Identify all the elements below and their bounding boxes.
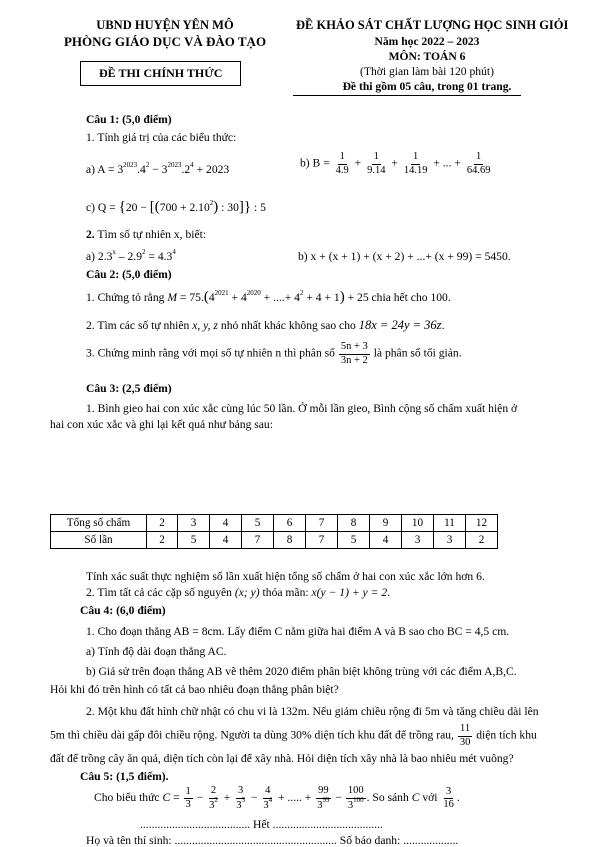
subject: MÔN: TOÁN 6 xyxy=(388,50,466,63)
q2-heading: Câu 2: (5,0 điểm) xyxy=(86,268,172,281)
table-cell: 3 xyxy=(402,532,434,549)
q1-expr-a: a) $A = 3^{2023}.4^2 - 3^{2023}.2^4 + 2023$ xyxy=(86,161,230,176)
q5-with: với xyxy=(422,791,438,805)
table-row xyxy=(51,532,498,549)
q2-p2-pre: 2. Tìm các số tự nhiên xyxy=(86,319,190,332)
q3-p2-mid: thỏa mãn: xyxy=(262,586,309,599)
q4-frac-num: 11 xyxy=(458,724,472,737)
q1-part1: 1. Tính giá trị của các biểu thức: xyxy=(86,131,237,144)
table-cell: 4 xyxy=(370,532,402,549)
time-limit: (Thời gian làm bài 120 phút) xyxy=(360,65,494,78)
q2-part1: 1. Chứng tỏ rằng $M = 75.(4^{2021} + 4^{2020}$ + ....+ $4^2 + 4 + 1) + 25$ chia hết cho 100. xyxy=(86,289,451,305)
title-underline xyxy=(293,95,521,96)
table-cell: Tổng số chấm xyxy=(51,515,147,532)
q2-p3-post: là phân số tối giản. xyxy=(373,346,462,360)
q4-frac-den: 30 xyxy=(459,736,471,748)
q1-eq-a: a) $2.3^x - 2.9^2 = 4.3^4$ xyxy=(86,248,176,263)
q1-c-label: c) Q = xyxy=(86,201,116,214)
q1-expr-c: c) $Q = \{20 - [(700 + 2.10^2)$ : 30]} : 5 xyxy=(86,199,266,215)
q3-p1-task: Tính xác suất thực nghiệm số lần xuất hiện tổng số chấm ở hai con xúc xắc lớn hơn 6. xyxy=(86,570,485,583)
department-name: UBND HUYỆN YÊN MÔ xyxy=(96,18,234,32)
table-cell: 7 xyxy=(306,532,338,549)
q4-part1a: a) Tính độ dài đoạn thẳng AC. xyxy=(86,645,227,658)
table-cell: 8 xyxy=(338,515,370,532)
table-cell: 4 xyxy=(210,532,242,549)
table-cell: 3 xyxy=(434,532,466,549)
q4-heading: Câu 4: (6,0 điểm) xyxy=(80,604,166,617)
q3-p2-eq: x(y − 1) + y = 2 xyxy=(311,586,388,599)
q1-a-label: a) A = xyxy=(86,163,115,176)
q5-pre: Cho biểu thức xyxy=(94,791,160,805)
q2-p2-eq: 18x = 24y = 36z xyxy=(358,318,442,332)
q1-expr-b: b) B = $\frac{1}{4.9}$ + $\frac{1}{9.14}$ + $\frac{1}{14.19}$ + ... + $\frac{1}{64.69}$ xyxy=(300,151,491,176)
end-marker: ...................................... Hết ...................................... xyxy=(140,818,383,831)
table-cell: 5 xyxy=(242,515,274,532)
q3-heading: Câu 3: (2,5 điểm) xyxy=(86,382,172,395)
q2-p2-vars: x, y, z xyxy=(192,319,218,332)
table-cell: 9 xyxy=(370,515,402,532)
dice-results-table xyxy=(50,514,498,549)
official-exam-label: ĐỀ THI CHÍNH THỨC xyxy=(80,61,241,86)
q5-heading: Câu 5: (1,5 điểm). xyxy=(80,770,169,783)
q4-part1: 1. Cho đoạn thẳng AB = 8cm. Lấy điểm C nằm giữa hai điểm A và B sao cho BC = 4,5 cm. xyxy=(86,625,510,638)
table-row xyxy=(51,515,498,532)
q2-p2-mid: nhỏ nhất khác không sao cho xyxy=(220,319,356,332)
q2-p1-pre: 1. Chứng tỏ rằng xyxy=(86,291,165,304)
office-name: PHÒNG GIÁO DỤC VÀ ĐÀO TẠO xyxy=(63,34,267,49)
table-cell: 2 xyxy=(466,532,498,549)
q1-heading: Câu 1: (5,0 điểm) xyxy=(86,113,172,126)
q2-p3-den: 3n + 2 xyxy=(340,354,368,366)
q3-p2-pre: 2. Tìm tất cả các cặp số nguyên xyxy=(86,586,232,599)
q2-p3-pre: 3. Chứng minh rằng với mọi số tự nhiên n thì phân số xyxy=(86,346,335,360)
table-cell: 3 xyxy=(178,515,210,532)
q3-p2-pair: (x; y) xyxy=(234,586,260,599)
q1-part2: 2. Tìm số tự nhiên x, biết: xyxy=(86,228,207,241)
q2-p3-num: 5n + 3 xyxy=(339,342,370,355)
q4-part1b-line1: b) Giả sử trên đoạn thẳng AB vẽ thêm 2020 điểm phân biệt không trùng với các điểm A,B,C. xyxy=(86,665,517,678)
q5-cmp-den: 16 xyxy=(443,799,454,810)
q5-expression: Cho biểu thức C = $\frac{1}{3}$ − $\frac{2}{3^2}$ + $\frac{3}{3^3}$ − $\frac{4}{3^4}$ + ..... + $\frac{99}{3^{99}}$ − $\frac{100}{3^{100}}$ . So sánh C với $\frac{3}{16}$ . xyxy=(94,785,460,811)
page-composition: Đề thi gồm 05 câu, trong 01 trang. xyxy=(342,80,512,93)
table-cell: 11 xyxy=(434,515,466,532)
table-cell: 6 xyxy=(274,515,306,532)
table-cell: 4 xyxy=(210,515,242,532)
table-cell: 5 xyxy=(338,532,370,549)
q4-p2-line2-post: diện tích khu xyxy=(476,728,537,742)
q1-b-label: b) B = xyxy=(300,156,330,170)
q2-part2: 2. Tìm các số tự nhiên x, y, z nhỏ nhất khác không sao cho 18x = 24y = 36z. xyxy=(86,318,445,332)
q1-eq-b: b) x + (x + 1) + (x + 2) + ...+ (x + 99) = 5450. xyxy=(298,250,511,263)
q4-part2-line3: đất để trồng cây ăn quả, diện tích còn lại để xây nhà. Hỏi diện tích xây nhà là bao nhiêu mét vuông? xyxy=(50,752,514,765)
q3-p1-line1: 1. Bình gieo hai con xúc xắc cùng lúc 50 lần. Ở mỗi lần gieo, Bình cộng số chấm xuất hiện ở xyxy=(86,402,518,415)
q4-p2-line2-pre: 5m thì chiều dài gấp đôi chiều rộng. Người ta dùng 30% diện tích khu đất để trồng rau, xyxy=(50,728,454,742)
q5-mid: . So sánh xyxy=(366,791,409,805)
table-cell: 2 xyxy=(147,515,178,532)
q5-var: C xyxy=(411,791,420,805)
school-year: Năm học 2022 – 2023 xyxy=(374,35,480,48)
q2-p1-post: chia hết cho 100. xyxy=(371,291,451,304)
q2-part3 xyxy=(86,342,462,366)
q5-cmp-num: 3 xyxy=(444,787,453,800)
table-cell: 2 xyxy=(147,532,178,549)
q3-p1-line2: hai con xúc xắc và ghi lại kết quả như bảng sau: xyxy=(50,418,273,431)
q3-part2: 2. Tìm tất cả các cặp số nguyên (x; y) thỏa mãn: x(y − 1) + y = 2. xyxy=(86,586,391,599)
exam-title: ĐỀ KHẢO SÁT CHẤT LƯỢNG HỌC SINH GIỎI xyxy=(296,18,569,32)
table-cell: Số lần xyxy=(51,532,147,549)
table-cell: 10 xyxy=(402,515,434,532)
q4-part2-line1: 2. Một khu đất hình chữ nhật có chu vi là 132m. Nếu giảm chiều rộng đi 5m và tăng chiều dài lên xyxy=(86,705,539,718)
table-cell: 5 xyxy=(178,532,210,549)
q4-part1b-line2: Hỏi khi đó trên hình có tất cả bao nhiêu đoạn thẳng phân biệt? xyxy=(50,683,339,696)
table-cell: 7 xyxy=(242,532,274,549)
table-cell: 12 xyxy=(466,515,498,532)
table-cell: 8 xyxy=(274,532,306,549)
table-cell: 7 xyxy=(306,515,338,532)
candidate-info-line: Họ và tên thí sinh: ........................................................ Số báo danh: ................... xyxy=(86,834,459,847)
q4-part2-line2 xyxy=(50,724,537,748)
